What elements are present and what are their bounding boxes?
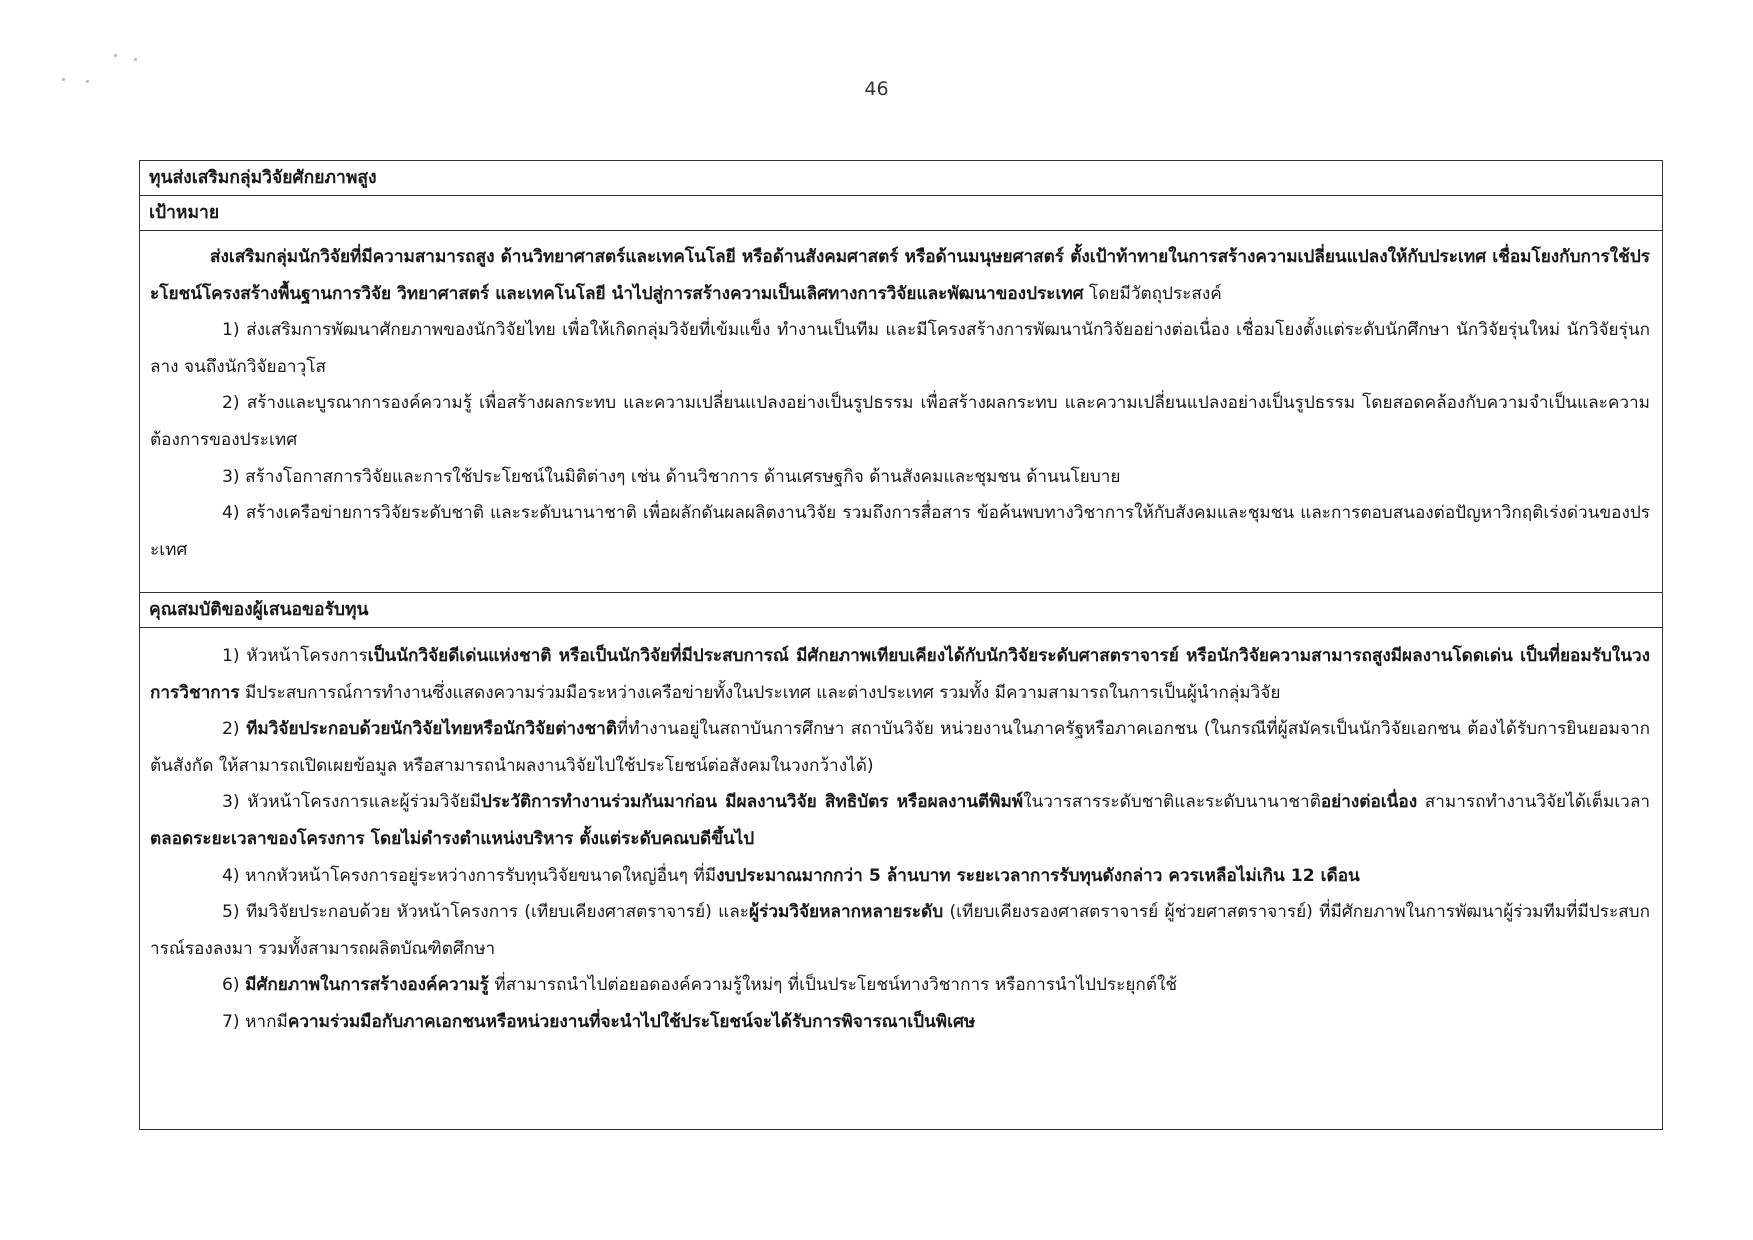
- goal-item: 2) สร้างและบูรณาการองค์ความรู้ เพื่อสร้างผลกระทบ และความเปลี่ยนแปลงอย่างเป็นรูปธรรม เพื่อสร้างผลกระทบ และความเปลี่ยนแปลงอย่างเป็นรูปธรรม โดยสอดคล้องกับความจำเป็นและความต้องการของประเทศ: [150, 393, 1650, 450]
- text-run: ที่ทำงานอยู่ในสถาบันการศึกษา สถาบันวิจัย หน่วยงานในภาครัฐหรือภาคเอกชน (ในกรณีที่ผู้สมัครเป็นนักวิจัยเอกชน ต้องได้รับการยินยอมจากต้นสังกัด ให้สามารถเปิดเผยข้อมูล หรือสามารถนำผลงานวิจัยไปใช้ประโยชน์ต่อสังคมในวงกว้างได้): [150, 719, 1650, 776]
- goal-intro: [150, 239, 1650, 312]
- text-run: มีประสบการณ์การทำงานซึ่งแสดงความร่วมมือระหว่างเครือข่ายทั้งในประเทศ และต่างประเทศ รวมทั้ง มีความสามารถในการเป็นผู้นำกลุ่มวิจัย: [239, 682, 1281, 703]
- text-run: 2): [222, 719, 247, 740]
- text-run-bold: ผู้ร่วมวิจัยหลากหลายระดับ: [749, 902, 944, 923]
- goal-item: 4) สร้างเครือข่ายการวิจัยระดับชาติ และระดับนานาชาติ เพื่อผลักดันผลผลิตงานวิจัย รวมถึงการสื่อสาร ข้อค้นพบทางวิชาการให้กับสังคมและชุมชน และการตอบสนองต่อปัญหาวิกฤติเร่งด่วนของประเทศ: [150, 503, 1650, 560]
- qualification-item: [150, 858, 1650, 895]
- text-run: 1) หัวหน้าโครงการ: [222, 646, 368, 666]
- qualifications-heading: คุณสมบัติของผู้เสนอขอรับทุน: [140, 593, 1662, 628]
- text-run: สามารถทำงานวิจัยได้เต็มเวลา: [1417, 792, 1651, 813]
- qualification-item: [150, 1004, 1650, 1041]
- goal-section: [140, 231, 1662, 593]
- text-run-bold: ตลอดระยะเวลาของโครงการ โดยไม่ดำรงตำแหน่งบริหาร ตั้งแต่ระดับคณบดีขึ้นไป: [150, 828, 755, 849]
- goal-item: 3) สร้างโอกาสการวิจัยและการใช้ประโยชน์ในมิติต่างๆ เช่น ด้านวิชาการ ด้านเศรษฐกิจ ด้านสังคมและชุมชน ด้านนโยบาย: [222, 466, 1121, 487]
- text-run-bold: มีศักยภาพในการสร้างองค์ความรู้: [245, 975, 489, 996]
- qualifications-section: [140, 628, 1662, 1043]
- text-run-bold: เป็นนักวิจัยดีเด่นแห่งชาติ หรือเป็นนักวิจัยที่มีประสบการณ์ มีศักยภาพเทียบเคียงได้กับนักวิจัยระดับศาสตราจารย์ หรือนักวิจัยความสามารถสูงมีผลงานโดดเด่น เป็นที่ยอมรับในวงการวิชาการ: [150, 646, 1650, 703]
- qualification-item: [150, 967, 1650, 1004]
- text-run-bold: ประวัติการทำงานร่วมกันมาก่อน มีผลงานวิจัย สิทธิบัตร หรือผลงานตีพิมพ์: [480, 792, 1024, 813]
- goal-heading: เป้าหมาย: [140, 196, 1662, 231]
- text-run: 3) หัวหน้าโครงการและผู้ร่วมวิจัยมี: [222, 792, 481, 813]
- qualification-item: [150, 784, 1650, 857]
- text-run-bold: อย่างต่อเนื่อง: [1320, 792, 1418, 813]
- qualification-item: [150, 894, 1650, 967]
- qualification-item: [150, 638, 1650, 711]
- text-run: ในวารสารระดับชาติและระดับนานาชาติ: [1023, 792, 1321, 813]
- text-run: 4) หากหัวหน้าโครงการอยู่ระหว่างการรับทุนวิจัยขนาดใหญ่อื่นๆ ที่มี: [222, 865, 717, 886]
- text-run-bold: ความร่วมมือกับภาคเอกชนหรือหน่วยงานที่จะนำไปใช้ประโยชน์จะได้รับการพิจารณาเป็นพิเศษ: [287, 1011, 976, 1032]
- text-run: 6): [222, 975, 246, 996]
- text-run-bold: งบประมาณมากกว่า 5 ล้านบาท ระยะเวลาการรับทุนดังกล่าว ควรเหลือไม่เกิน 12 เดือน: [716, 865, 1360, 886]
- text-run: 5) ทีมวิจัยประกอบด้วย หัวหน้าโครงการ (เทียบเคียงศาสตราจารย์) และ: [222, 902, 750, 923]
- scan-mark: [114, 54, 117, 57]
- text-run: (เทียบเคียงรองศาสตราจารย์ ผู้ช่วยศาสตราจารย์) ที่มีศักยภาพในการพัฒนาผู้ร่วมทีมที่มีประสบการณ์รองลงมา รวมทั้งสามารถผลิตบัณฑิตศึกษา: [150, 902, 1650, 959]
- goal-intro-tail: โดยมีวัตถุประสงค์: [1083, 283, 1222, 304]
- qualification-item: [150, 711, 1650, 784]
- content-table: [139, 160, 1663, 1130]
- goal-item: 1) ส่งเสริมการพัฒนาศักยภาพของนักวิจัยไทย เพื่อให้เกิดกลุ่มวิจัยที่เข้มแข็ง ทำงานเป็นทีม และมีโครงสร้างการพัฒนานักวิจัยอย่างต่อเนื่อง เชื่อมโยงตั้งแต่ระดับนักศึกษา นักวิจัยรุ่นใหม่ นักวิจัยรุ่นกลาง จนถึงนักวิจัยอาวุโส: [150, 320, 1650, 377]
- text-run: 7) หากมี: [222, 1011, 288, 1032]
- scan-mark: [134, 58, 137, 61]
- text-run: ที่สามารถนำไปต่อยอดองค์ความรู้ใหม่ๆ ที่เป็นประโยชน์ทางวิชาการ หรือการนำไปประยุกต์ใช้: [488, 975, 1178, 996]
- goal-intro-bold: ส่งเสริมกลุ่มนักวิจัยที่มีความสามารถสูง ด้านวิทยาศาสตร์และเทคโนโลยี หรือด้านสังคมศาสตร์ หรือด้านมนุษยศาสตร์ ตั้งเป้าท้าทายในการสร้างความเปลี่ยนแปลงให้กับประเทศ เชื่อมโยงกับการใช้ประโยชน์โครงสร้างพื้นฐานการวิจัย วิทยาศาสตร์ และเทคโนโลยี นำไปสู่การสร้างความเป็นเลิศทางการวิจัยและพัฒนาของประเทศ: [150, 247, 1650, 304]
- text-run-bold: ทีมวิจัยประกอบด้วยนักวิจัยไทยหรือนักวิจัยต่างชาติ: [246, 719, 617, 740]
- page-number: 46: [864, 78, 889, 100]
- document-title: ทุนส่งเสริมกลุ่มวิจัยศักยภาพสูง: [140, 161, 1662, 196]
